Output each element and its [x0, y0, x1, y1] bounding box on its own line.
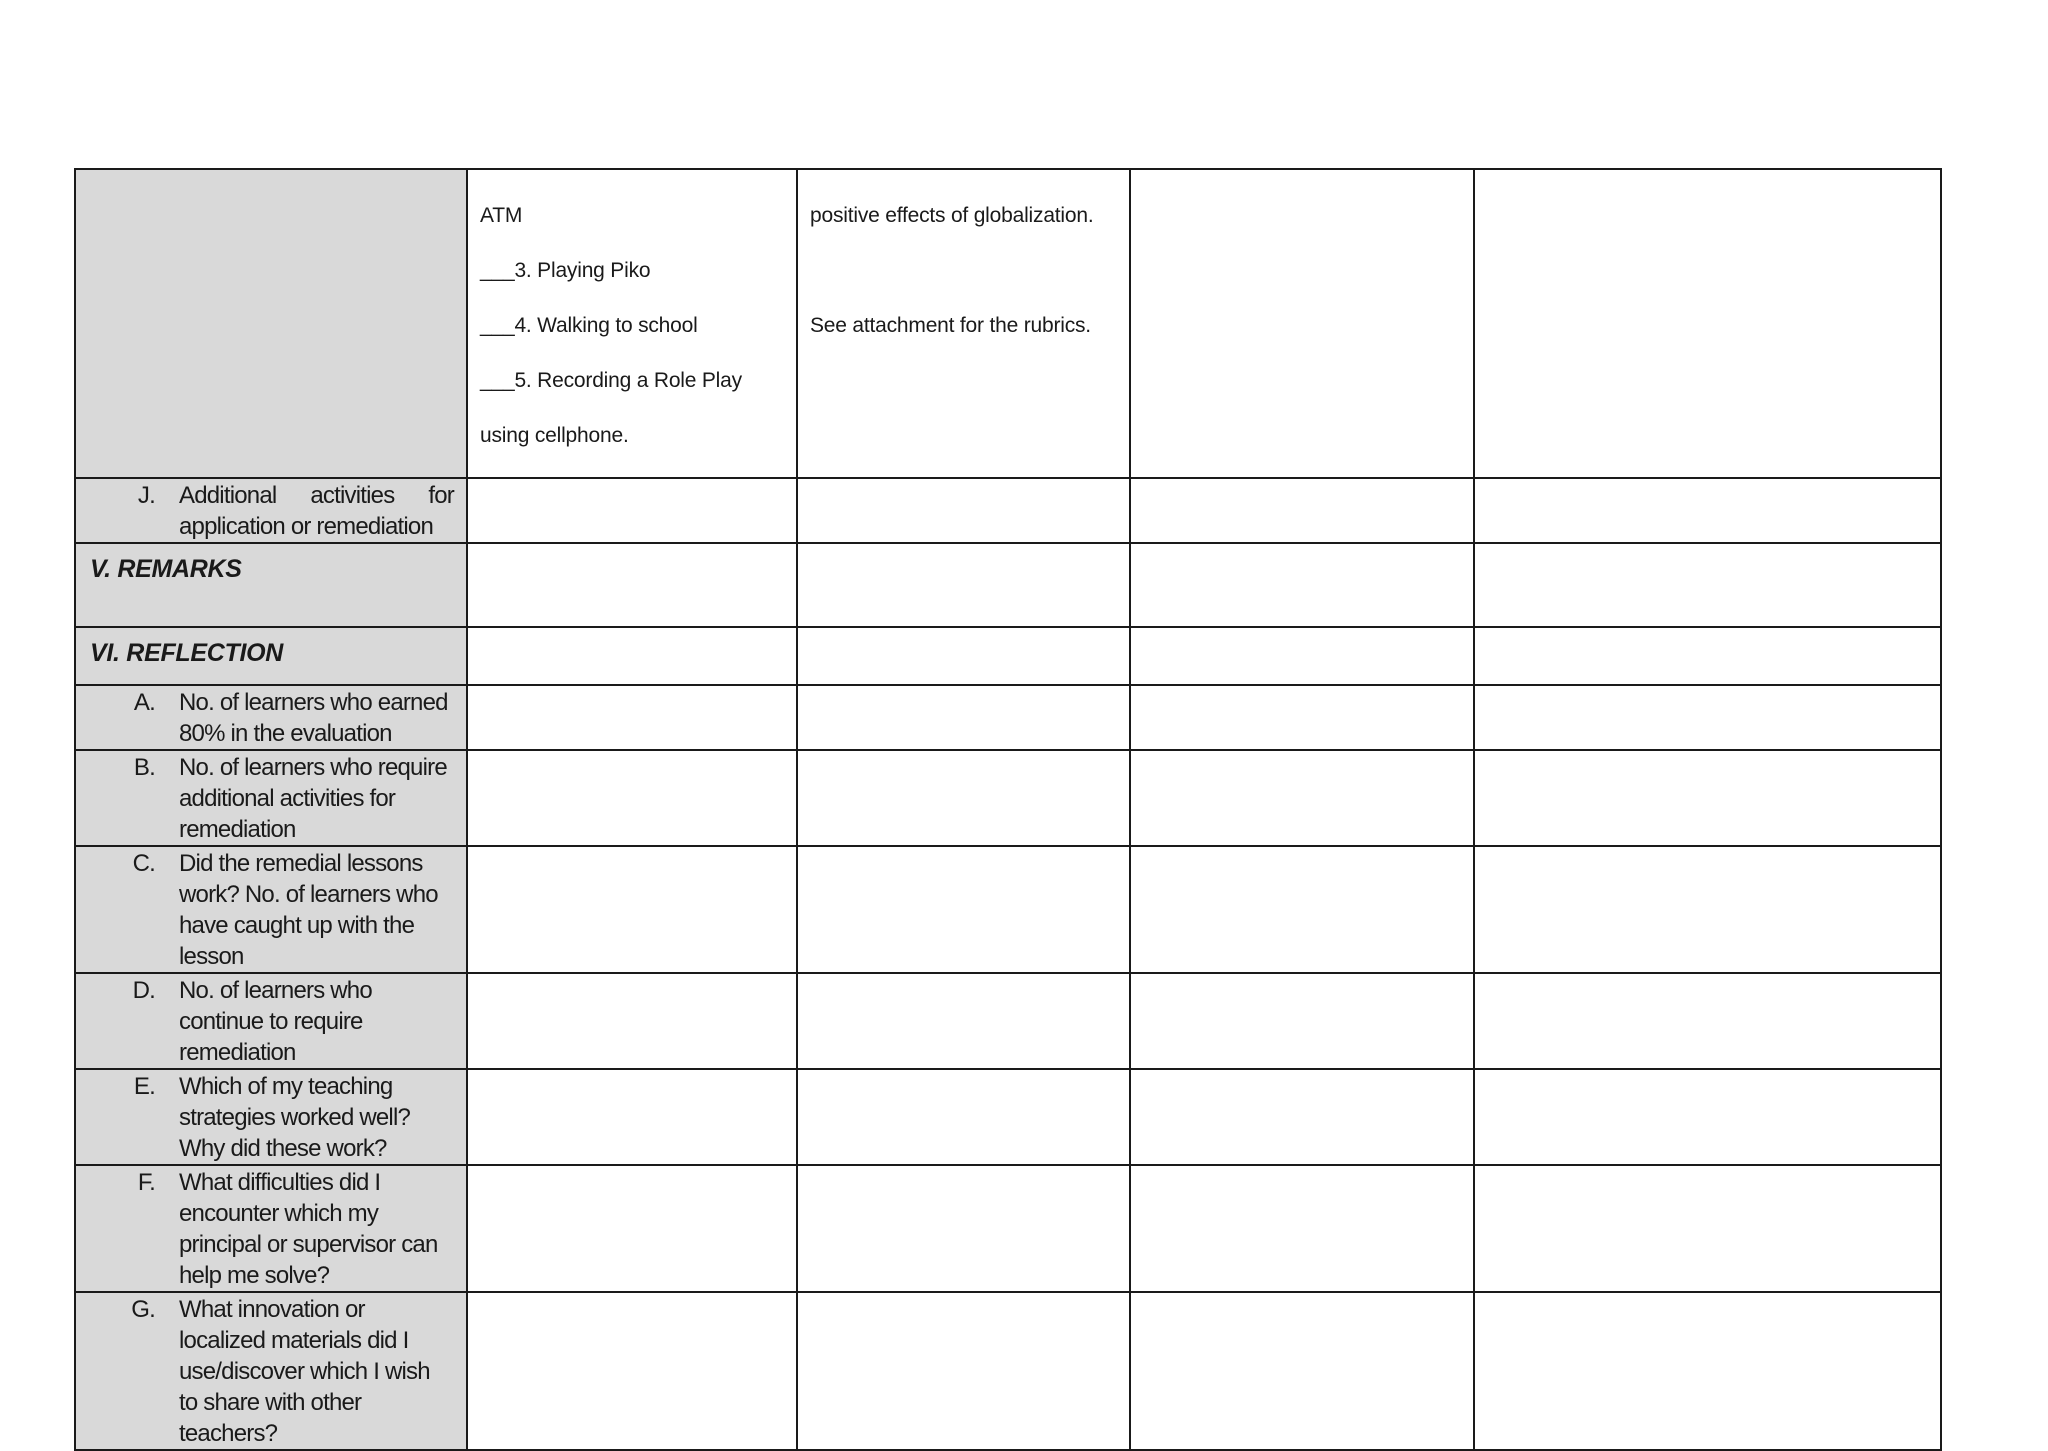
- cell-empty: [467, 973, 797, 1069]
- table-row-f: [75, 1165, 1941, 1292]
- cell-empty: [797, 1069, 1130, 1165]
- label-cell-e: [75, 1069, 467, 1165]
- label-cell-c: [75, 846, 467, 973]
- list-line-0: ATM: [480, 203, 523, 227]
- cell-empty: [1474, 1165, 1941, 1292]
- cell-empty: [797, 685, 1130, 750]
- item-letter: B.: [133, 753, 155, 781]
- label-cell-b: [75, 750, 467, 846]
- item-letter: A.: [133, 688, 155, 716]
- table-row-g: [75, 1292, 1941, 1450]
- cell-empty: [1474, 685, 1941, 750]
- table-row-e: [75, 1069, 1941, 1165]
- item-text: Did the remedial lessons work? No. of learners who have caught up with the lesson: [179, 849, 438, 970]
- label-cell-remarks: [75, 543, 467, 627]
- label-cell-g: [75, 1292, 467, 1450]
- cell-empty: [1474, 1069, 1941, 1165]
- cell-activity-list: [467, 169, 797, 478]
- cell-empty: [1474, 750, 1941, 846]
- cell-empty: [1474, 973, 1941, 1069]
- cell-empty: [1130, 478, 1474, 543]
- cell-empty: [1474, 543, 1941, 627]
- cell-empty: [797, 1292, 1130, 1450]
- list-line-1: ___3. Playing Piko: [480, 258, 651, 282]
- list-line-4: using cellphone.: [480, 423, 629, 447]
- table-row-reflection: [75, 627, 1941, 685]
- item-text: No. of learners who earned 80% in the evaluation: [179, 688, 448, 747]
- table-row-a: [75, 685, 1941, 750]
- lesson-plan-table: [74, 168, 1942, 1451]
- cell-globalization-note: [797, 169, 1130, 478]
- item-letter: G.: [131, 1295, 155, 1323]
- cell-empty: [1130, 627, 1474, 685]
- note-line-1: [810, 257, 1117, 285]
- cell-empty: [1130, 1165, 1474, 1292]
- cell-empty: [1130, 750, 1474, 846]
- cell-empty: [1130, 1292, 1474, 1450]
- item-text: What innovation or localized materials did I use/discover which I wish to share with other teachers?: [179, 1295, 430, 1447]
- cell-empty: [1474, 169, 1941, 478]
- cell-empty: [467, 627, 797, 685]
- table-row-c: [75, 846, 1941, 973]
- cell-empty: [797, 846, 1130, 973]
- item-letter: F.: [137, 1168, 155, 1196]
- item-text: Which of my teaching strategies worked well? Why did these work?: [179, 1072, 411, 1162]
- label-cell-a: [75, 685, 467, 750]
- table-row-d: [75, 973, 1941, 1069]
- cell-empty: [467, 543, 797, 627]
- cell-empty: [797, 543, 1130, 627]
- cell-empty: [467, 478, 797, 543]
- cell-empty: [467, 685, 797, 750]
- cell-empty: [1130, 543, 1474, 627]
- item-text: What difficulties did I encounter which my principal or supervisor can help me solve?: [179, 1168, 438, 1289]
- item-letter: D.: [132, 976, 155, 1004]
- cell-empty: [797, 973, 1130, 1069]
- cell-empty: [797, 1165, 1130, 1292]
- label-cell-empty: [75, 169, 467, 478]
- cell-empty: [467, 750, 797, 846]
- item-text: No. of learners who require additional activities for remediation: [179, 753, 447, 843]
- note-line-2: See attachment for the rubrics.: [810, 313, 1091, 337]
- item-text: No. of learners who continue to require remediation: [179, 976, 372, 1066]
- cell-empty: [1474, 478, 1941, 543]
- cell-empty: [797, 627, 1130, 685]
- table-row-j: [75, 478, 1941, 543]
- cell-empty: [467, 1292, 797, 1450]
- cell-empty: [467, 846, 797, 973]
- section-title-remarks: V. REMARKS: [90, 554, 242, 583]
- table-row-b: [75, 750, 1941, 846]
- label-cell-d: [75, 973, 467, 1069]
- cell-empty: [1474, 627, 1941, 685]
- cell-empty: [797, 478, 1130, 543]
- cell-empty: [1130, 973, 1474, 1069]
- cell-empty: [1474, 846, 1941, 973]
- list-line-2: ___4. Walking to school: [480, 313, 698, 337]
- item-letter: E.: [133, 1072, 155, 1100]
- cell-empty: [467, 1069, 797, 1165]
- cell-empty: [797, 750, 1130, 846]
- section-title-reflection: VI. REFLECTION: [90, 638, 284, 667]
- cell-empty: [1130, 1069, 1474, 1165]
- table-row-continuation: [75, 169, 1941, 478]
- cell-empty: [1130, 846, 1474, 973]
- cell-empty: [467, 1165, 797, 1292]
- cell-empty: [1130, 685, 1474, 750]
- item-letter: C.: [132, 849, 155, 877]
- label-cell-reflection: [75, 627, 467, 685]
- item-text: Additional activities for application or remediation: [179, 481, 454, 540]
- cell-empty: [1130, 169, 1474, 478]
- item-letter: J.: [137, 481, 155, 509]
- label-cell-f: [75, 1165, 467, 1292]
- label-cell-j: [75, 478, 467, 543]
- table-row-remarks: [75, 543, 1941, 627]
- cell-empty: [1474, 1292, 1941, 1450]
- note-line-0: positive effects of globalization.: [810, 203, 1094, 227]
- list-line-3: ___5. Recording a Role Play: [480, 368, 742, 392]
